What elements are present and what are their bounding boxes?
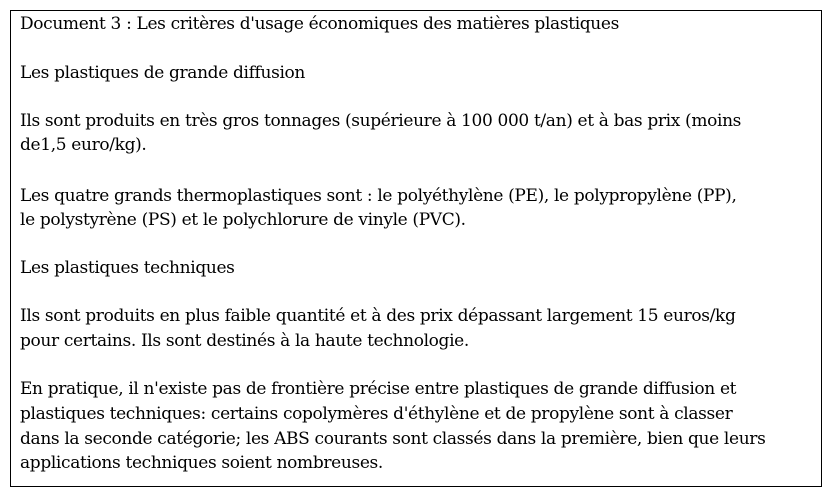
paragraph-pratique-line-3: dans la seconde catégorie; les ABS courants sont classés dans la première, bien que leurs bbox=[20, 429, 766, 449]
section-heading-grande-diffusion: Les plastiques de grande diffusion bbox=[20, 63, 306, 83]
paragraph-tonnages-line-2: de1,5 euro/kg). bbox=[20, 135, 147, 155]
paragraph-pratique-line-4: applications techniques soient nombreuses. bbox=[20, 453, 383, 473]
paragraph-quantite-line-1: Ils sont produits en plus faible quantité et à des prix dépassant largement 15 euros/kg bbox=[20, 306, 736, 326]
section-heading-techniques: Les plastiques techniques bbox=[20, 258, 235, 278]
paragraph-thermoplastiques-line-1: Les quatre grands thermoplastiques sont : le polyéthylène (PE), le polypropylène (PP), bbox=[20, 186, 737, 206]
document-title: Document 3 : Les critères d'usage économiques des matières plastiques bbox=[20, 14, 619, 34]
paragraph-quantite-line-2: pour certains. Ils sont destinés à la haute technologie. bbox=[20, 331, 469, 351]
paragraph-pratique-line-1: En pratique, il n'existe pas de frontière précise entre plastiques de grande diffusion et bbox=[20, 379, 737, 399]
paragraph-thermoplastiques-line-2: le polystyrène (PS) et le polychlorure de vinyle (PVC). bbox=[20, 210, 466, 230]
paragraph-pratique-line-2: plastiques techniques: certains copolymères d'éthylène et de propylène sont à classer bbox=[20, 404, 733, 424]
paragraph-tonnages-line-1: Ils sont produits en très gros tonnages (supérieure à 100 000 t/an) et à bas prix (moins bbox=[20, 111, 742, 131]
